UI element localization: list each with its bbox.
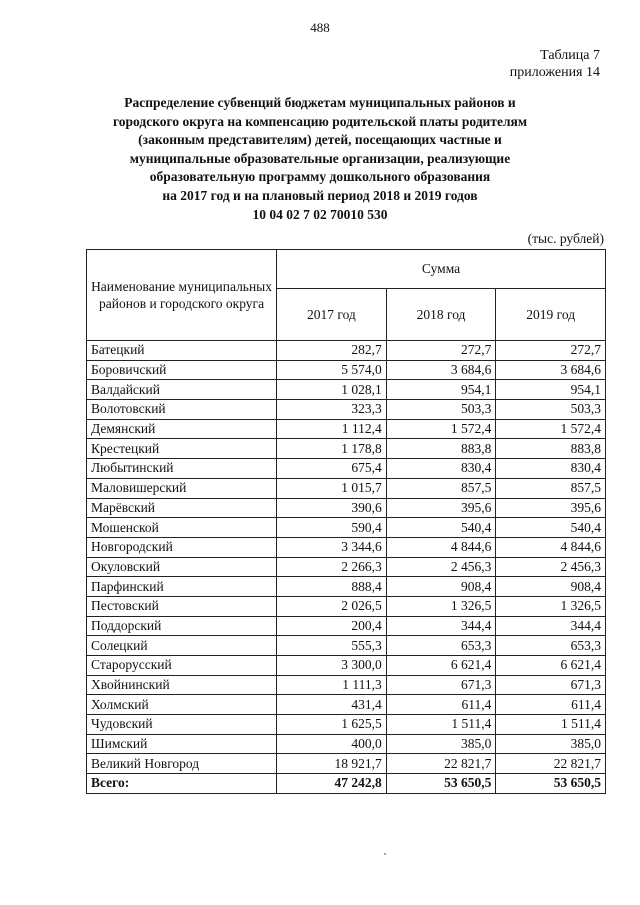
- table-row: [87, 695, 606, 715]
- value-2019-cell: 3 684,6: [496, 360, 606, 380]
- district-name-cell: Пестовский: [87, 596, 277, 616]
- district-name-cell: Демянский: [87, 419, 277, 439]
- title-line: образовательную программу дошкольного образования: [149, 169, 491, 185]
- title-line: городского округа на компенсацию родительской платы родителям: [112, 113, 528, 129]
- subsidy-table: [86, 249, 606, 794]
- district-name-cell: Окуловский: [87, 557, 277, 577]
- value-2019-cell: 395,6: [496, 498, 606, 518]
- district-name-cell: Крестецкий: [87, 439, 277, 459]
- page-number: 488: [310, 20, 330, 35]
- table-row: [87, 518, 606, 538]
- value-2017-cell: 1 178,8: [277, 439, 387, 459]
- value-2017-cell: 3 300,0: [277, 656, 387, 676]
- value-2017-cell: 18 921,7: [277, 754, 387, 774]
- district-name-cell: Всего:: [87, 774, 277, 794]
- value-2018-cell: 954,1: [386, 380, 496, 400]
- value-2019-cell: 653,3: [496, 636, 606, 656]
- table-row: [87, 498, 606, 518]
- district-name-cell: Боровичский: [87, 360, 277, 380]
- value-2018-cell: 830,4: [386, 459, 496, 479]
- district-name-cell: Марёвский: [87, 498, 277, 518]
- table-row: [87, 341, 606, 361]
- column-header-2019: 2019 год: [496, 289, 606, 341]
- value-2018-cell: 385,0: [386, 734, 496, 754]
- table-row: [87, 656, 606, 676]
- scan-speck: [384, 853, 386, 855]
- district-name-cell: Великий Новгород: [87, 754, 277, 774]
- value-2017-cell: 555,3: [277, 636, 387, 656]
- value-2018-cell: 1 326,5: [386, 596, 496, 616]
- value-2017-cell: 282,7: [277, 341, 387, 361]
- district-name-cell: Маловишерский: [87, 478, 277, 498]
- district-name-cell: Парфинский: [87, 577, 277, 597]
- title-line: Распределение субвенций бюджетам муниципальных районов и: [124, 95, 516, 110]
- district-name-cell: Мошенской: [87, 518, 277, 538]
- value-2019-cell: 2 456,3: [496, 557, 606, 577]
- table-row: [87, 577, 606, 597]
- district-name-cell: Любытинский: [87, 459, 277, 479]
- value-2017-cell: 323,3: [277, 400, 387, 420]
- value-2019-cell: 857,5: [496, 478, 606, 498]
- value-2017-cell: 5 574,0: [277, 360, 387, 380]
- table-row: [87, 754, 606, 774]
- value-2019-cell: 272,7: [496, 341, 606, 361]
- value-2017-cell: 1 015,7: [277, 478, 387, 498]
- table-row: [87, 360, 606, 380]
- table-row: [87, 616, 606, 636]
- value-2017-cell: 1 625,5: [277, 715, 387, 735]
- value-2019-cell: 53 650,5: [496, 774, 606, 794]
- value-2019-cell: 540,4: [496, 518, 606, 538]
- table-row: [87, 675, 606, 695]
- value-2019-cell: 385,0: [496, 734, 606, 754]
- value-2017-cell: 400,0: [277, 734, 387, 754]
- district-name-cell: Батецкий: [87, 341, 277, 361]
- column-header-2018: 2018 год: [386, 289, 496, 341]
- table-reference: [510, 47, 600, 81]
- value-2017-cell: 675,4: [277, 459, 387, 479]
- value-2018-cell: 4 844,6: [386, 537, 496, 557]
- table-reference-line-1: Таблица 7: [540, 48, 600, 63]
- value-2019-cell: 22 821,7: [496, 754, 606, 774]
- document-title: [96, 94, 544, 224]
- value-2017-cell: 2 266,3: [277, 557, 387, 577]
- table-row: [87, 557, 606, 577]
- value-2018-cell: 540,4: [386, 518, 496, 538]
- table-row: [87, 596, 606, 616]
- title-line: на 2017 год и на плановый период 2018 и 2019 годов: [162, 187, 478, 203]
- value-2017-cell: 590,4: [277, 518, 387, 538]
- title-line: муниципальные образовательные организации, реализующие: [129, 150, 511, 166]
- district-name-cell: Старорусский: [87, 656, 277, 676]
- value-2019-cell: 954,1: [496, 380, 606, 400]
- district-name-cell: Чудовский: [87, 715, 277, 735]
- table-row: [87, 715, 606, 735]
- value-2019-cell: 4 844,6: [496, 537, 606, 557]
- table-body: [87, 341, 606, 794]
- value-2017-cell: 390,6: [277, 498, 387, 518]
- title-line: 10 04 02 7 02 70010 530: [252, 206, 388, 222]
- district-name-cell: Новгородский: [87, 537, 277, 557]
- value-2018-cell: 53 650,5: [386, 774, 496, 794]
- value-2019-cell: 1 511,4: [496, 715, 606, 735]
- value-2018-cell: 503,3: [386, 400, 496, 420]
- value-2017-cell: 431,4: [277, 695, 387, 715]
- value-2019-cell: 611,4: [496, 695, 606, 715]
- value-2019-cell: 908,4: [496, 577, 606, 597]
- value-2019-cell: 6 621,4: [496, 656, 606, 676]
- value-2017-cell: 888,4: [277, 577, 387, 597]
- value-2017-cell: 1 112,4: [277, 419, 387, 439]
- table-row: [87, 636, 606, 656]
- table-reference-line-2: приложения 14: [509, 65, 600, 80]
- value-2018-cell: 908,4: [386, 577, 496, 597]
- value-2019-cell: 883,8: [496, 439, 606, 459]
- value-2019-cell: 830,4: [496, 459, 606, 479]
- value-2018-cell: 272,7: [386, 341, 496, 361]
- title-line: (законным представителям) детей, посещающих частные и: [138, 132, 502, 148]
- table-row: [87, 537, 606, 557]
- value-2018-cell: 395,6: [386, 498, 496, 518]
- column-header-name: Наименование муниципальных районов и городского округа: [87, 250, 277, 341]
- value-2018-cell: 671,3: [386, 675, 496, 695]
- value-2017-cell: 47 242,8: [277, 774, 387, 794]
- table-row: [87, 478, 606, 498]
- value-2017-cell: 1 028,1: [277, 380, 387, 400]
- district-name-cell: Солецкий: [87, 636, 277, 656]
- value-2018-cell: 1 572,4: [386, 419, 496, 439]
- value-2019-cell: 1 326,5: [496, 596, 606, 616]
- value-2018-cell: 611,4: [386, 695, 496, 715]
- value-2017-cell: 2 026,5: [277, 596, 387, 616]
- district-name-cell: Валдайский: [87, 380, 277, 400]
- district-name-cell: Шимский: [87, 734, 277, 754]
- value-2019-cell: 503,3: [496, 400, 606, 420]
- value-2017-cell: 3 344,6: [277, 537, 387, 557]
- value-2018-cell: 6 621,4: [386, 656, 496, 676]
- column-header-sum: Сумма: [277, 250, 606, 289]
- table-row: [87, 400, 606, 420]
- value-2018-cell: 22 821,7: [386, 754, 496, 774]
- value-2018-cell: 857,5: [386, 478, 496, 498]
- column-header-2017: 2017 год: [277, 289, 387, 341]
- table-row: [87, 734, 606, 754]
- table-row: [87, 459, 606, 479]
- table-row: [87, 439, 606, 459]
- units-label: (тыс. рублей): [527, 231, 604, 246]
- value-2018-cell: 344,4: [386, 616, 496, 636]
- value-2018-cell: 653,3: [386, 636, 496, 656]
- district-name-cell: Хвойнинский: [87, 675, 277, 695]
- value-2019-cell: 344,4: [496, 616, 606, 636]
- value-2018-cell: 3 684,6: [386, 360, 496, 380]
- district-name-cell: Холмский: [87, 695, 277, 715]
- value-2018-cell: 2 456,3: [386, 557, 496, 577]
- district-name-cell: Волотовский: [87, 400, 277, 420]
- value-2019-cell: 1 572,4: [496, 419, 606, 439]
- table-row: [87, 380, 606, 400]
- value-2017-cell: 200,4: [277, 616, 387, 636]
- value-2018-cell: 1 511,4: [386, 715, 496, 735]
- value-2017-cell: 1 111,3: [277, 675, 387, 695]
- value-2019-cell: 671,3: [496, 675, 606, 695]
- value-2018-cell: 883,8: [386, 439, 496, 459]
- table-total-row: [87, 774, 606, 794]
- table-row: [87, 419, 606, 439]
- district-name-cell: Поддорский: [87, 616, 277, 636]
